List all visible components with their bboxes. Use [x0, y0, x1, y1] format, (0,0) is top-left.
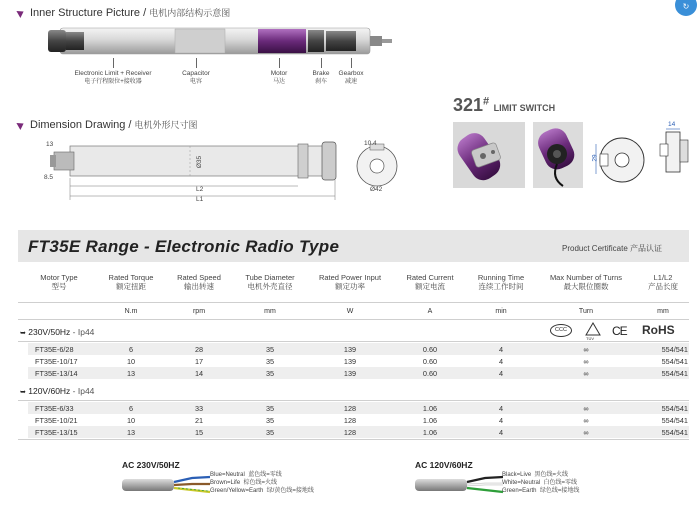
- cell-length: 554/541: [661, 416, 688, 425]
- header-rated-power-input: Rated Power Input 额定功率: [318, 273, 382, 291]
- dim-label-10-4: 10.4: [364, 140, 377, 147]
- inner-structure-heading: [18, 6, 230, 19]
- cell-turns: ∞: [583, 345, 589, 354]
- dimension-title-zh: 电机外形尺寸图: [134, 120, 198, 130]
- ccc-mark-icon: CCC: [550, 324, 572, 337]
- cell-current: 0.60: [422, 357, 438, 366]
- cell-model: FT35E-10/21: [35, 416, 78, 425]
- cell-turns: ∞: [583, 369, 589, 378]
- unit-length: mm: [657, 308, 669, 315]
- rohs-mark-icon: RoHS: [642, 323, 675, 337]
- cell-length: 554/541: [661, 404, 688, 413]
- unit-current: A: [427, 308, 433, 315]
- cell-power: 128: [343, 416, 357, 425]
- cell-model: FT35E-13/14: [35, 369, 78, 378]
- wiring-230v-cable: [122, 472, 212, 496]
- cell-torque: 10: [126, 357, 136, 366]
- tuv-mark-text: TÜV: [586, 336, 594, 341]
- limit-switch-photo-1: [453, 122, 525, 188]
- cell-model: FT35E-6/28: [35, 345, 74, 354]
- cell-torque: 6: [128, 404, 134, 413]
- wiring-230v-title: AC 230V/50HZ: [122, 460, 180, 470]
- cell-turns: ∞: [583, 404, 589, 413]
- cell-torque: 13: [126, 428, 136, 437]
- cell-diameter: 35: [265, 404, 275, 413]
- label-brake: Brake 刹车: [312, 70, 330, 85]
- cell-current: 1.06: [422, 428, 438, 437]
- header-rated-current: Rated Current 额定电流: [406, 273, 454, 291]
- corner-badge-icon[interactable]: ↻: [675, 0, 697, 16]
- cell-current: 1.06: [422, 404, 438, 413]
- limit-switch-dim-29: 29: [591, 154, 599, 162]
- dimension-heading: [18, 118, 198, 131]
- ce-mark-icon: CE: [612, 324, 627, 338]
- label-motor: Motor 马达: [270, 70, 288, 85]
- dim-label-13: 13: [46, 141, 54, 148]
- dim-label-8-5: 8.5: [44, 174, 54, 181]
- unit-power: W: [346, 308, 354, 315]
- unit-speed: rpm: [192, 308, 206, 315]
- dimension-drawing: [40, 138, 370, 208]
- range-title: FT35E Range - Electronic Radio Type: [28, 237, 340, 256]
- label-electronic-limit: Electronic Limit + Receiver 电子行程限位+接收器: [74, 70, 152, 85]
- cell-time: 4: [498, 345, 504, 354]
- cell-length: 554/541: [661, 357, 688, 366]
- cell-power: 139: [343, 345, 357, 354]
- limit-switch-mark: #: [483, 95, 490, 108]
- header-rated-speed: Rated Speed 输出转速: [177, 273, 221, 291]
- cell-torque: 6: [128, 345, 134, 354]
- cell-model: FT35E-13/15: [35, 428, 78, 437]
- header-motor-type: Motor Type 型号: [40, 273, 78, 291]
- dim-label-l2: L2: [196, 186, 204, 193]
- cell-time: 4: [498, 404, 504, 413]
- cell-length: 554/541: [661, 345, 688, 354]
- inner-structure-illustration: [40, 24, 395, 66]
- arrow-icon: ➥: [20, 330, 26, 337]
- dim-label-diameter-35: Ø35: [196, 155, 204, 169]
- limit-switch-side-drawing: [656, 126, 692, 184]
- cell-speed: 17: [194, 357, 204, 366]
- cell-speed: 14: [194, 369, 204, 378]
- dim-label-diameter-42: Ø42: [370, 186, 383, 193]
- cell-speed: 28: [194, 345, 204, 354]
- limit-switch-photo-2: [533, 122, 583, 188]
- cell-time: 4: [498, 357, 504, 366]
- header-max-turns: Max Number of Turns 最大限位圈数: [549, 273, 623, 291]
- cell-power: 128: [343, 404, 357, 413]
- cell-current: 1.06: [422, 416, 438, 425]
- cell-torque: 13: [126, 369, 136, 378]
- title-separator: /: [140, 7, 150, 19]
- bullet-icon: [16, 8, 25, 18]
- bullet-icon: [16, 120, 25, 130]
- inner-structure-title-zh: 电机内部结构示意图: [149, 8, 231, 18]
- cell-diameter: 35: [265, 345, 275, 354]
- limit-switch-label: LIMIT SWITCH: [493, 103, 556, 113]
- cell-length: 554/541: [661, 369, 688, 378]
- cell-time: 4: [498, 428, 504, 437]
- limit-switch-front-drawing: [592, 134, 652, 186]
- cell-power: 139: [343, 357, 357, 366]
- title-separator: /: [125, 119, 135, 131]
- cell-diameter: 35: [265, 369, 275, 378]
- cell-model: FT35E-6/33: [35, 404, 74, 413]
- limit-switch-dim-14: 14: [668, 121, 676, 128]
- product-certificate-label: Product Certificate 产品认证: [562, 244, 663, 253]
- wiring-230v-labels: Blue=Neutral 蓝色线=零线 Brown=Life 棕色线=火线 Green/Yellow=Earth 绿/黄色线=接地线: [210, 472, 314, 494]
- header-l1-l2: L1/L2 产品长度: [648, 273, 678, 291]
- cell-power: 139: [343, 369, 357, 378]
- cell-turns: ∞: [583, 428, 589, 437]
- cell-speed: 15: [194, 428, 204, 437]
- cell-diameter: 35: [265, 416, 275, 425]
- arrow-icon: ➥: [20, 389, 26, 396]
- unit-turns: Turn: [578, 308, 594, 315]
- unit-time: min: [495, 308, 507, 315]
- limit-switch-number: 321: [453, 95, 484, 115]
- cell-diameter: 35: [265, 357, 275, 366]
- group-120v-label: ➥ 120V/60Hz - Ip44: [20, 386, 95, 396]
- cell-speed: 21: [194, 416, 204, 425]
- header-rated-torque: Rated Torque 额定扭距: [108, 273, 154, 291]
- label-capacitor: Capacitor 电容: [182, 70, 210, 85]
- header-running-time: Running Time 连续工作时间: [477, 273, 525, 291]
- unit-diameter: mm: [264, 308, 276, 315]
- unit-torque: N.m: [124, 308, 138, 315]
- cell-turns: ∞: [583, 357, 589, 366]
- cell-speed: 33: [194, 404, 204, 413]
- wiring-120v-labels: Black=Live 黑色线=火线 White=Neutral 白色线=零线 Green=Earth 绿色线=接地线: [502, 472, 580, 494]
- header-tube-diameter: Tube Diameter 电机外壳直径: [245, 273, 295, 291]
- cell-current: 0.60: [422, 369, 438, 378]
- cell-turns: ∞: [583, 416, 589, 425]
- wiring-120v-title: AC 120V/60HZ: [415, 460, 473, 470]
- cell-diameter: 35: [265, 428, 275, 437]
- dim-label-l1: L1: [196, 196, 204, 203]
- cell-length: 554/541: [661, 428, 688, 437]
- limit-switch-heading: [453, 95, 555, 116]
- cell-torque: 10: [126, 416, 136, 425]
- cell-model: FT35E-10/17: [35, 357, 78, 366]
- group-230v-label: ➥ 230V/50Hz - Ip44: [20, 327, 95, 337]
- wiring-120v-cable: [415, 472, 505, 496]
- cell-power: 128: [343, 428, 357, 437]
- inner-structure-title: Inner Structure Picture: [30, 7, 141, 19]
- cell-current: 0.60: [422, 345, 438, 354]
- cell-time: 4: [498, 416, 504, 425]
- dimension-title: Dimension Drawing: [30, 119, 126, 131]
- label-gearbox: Gearbox 减速: [338, 70, 364, 85]
- cell-time: 4: [498, 369, 504, 378]
